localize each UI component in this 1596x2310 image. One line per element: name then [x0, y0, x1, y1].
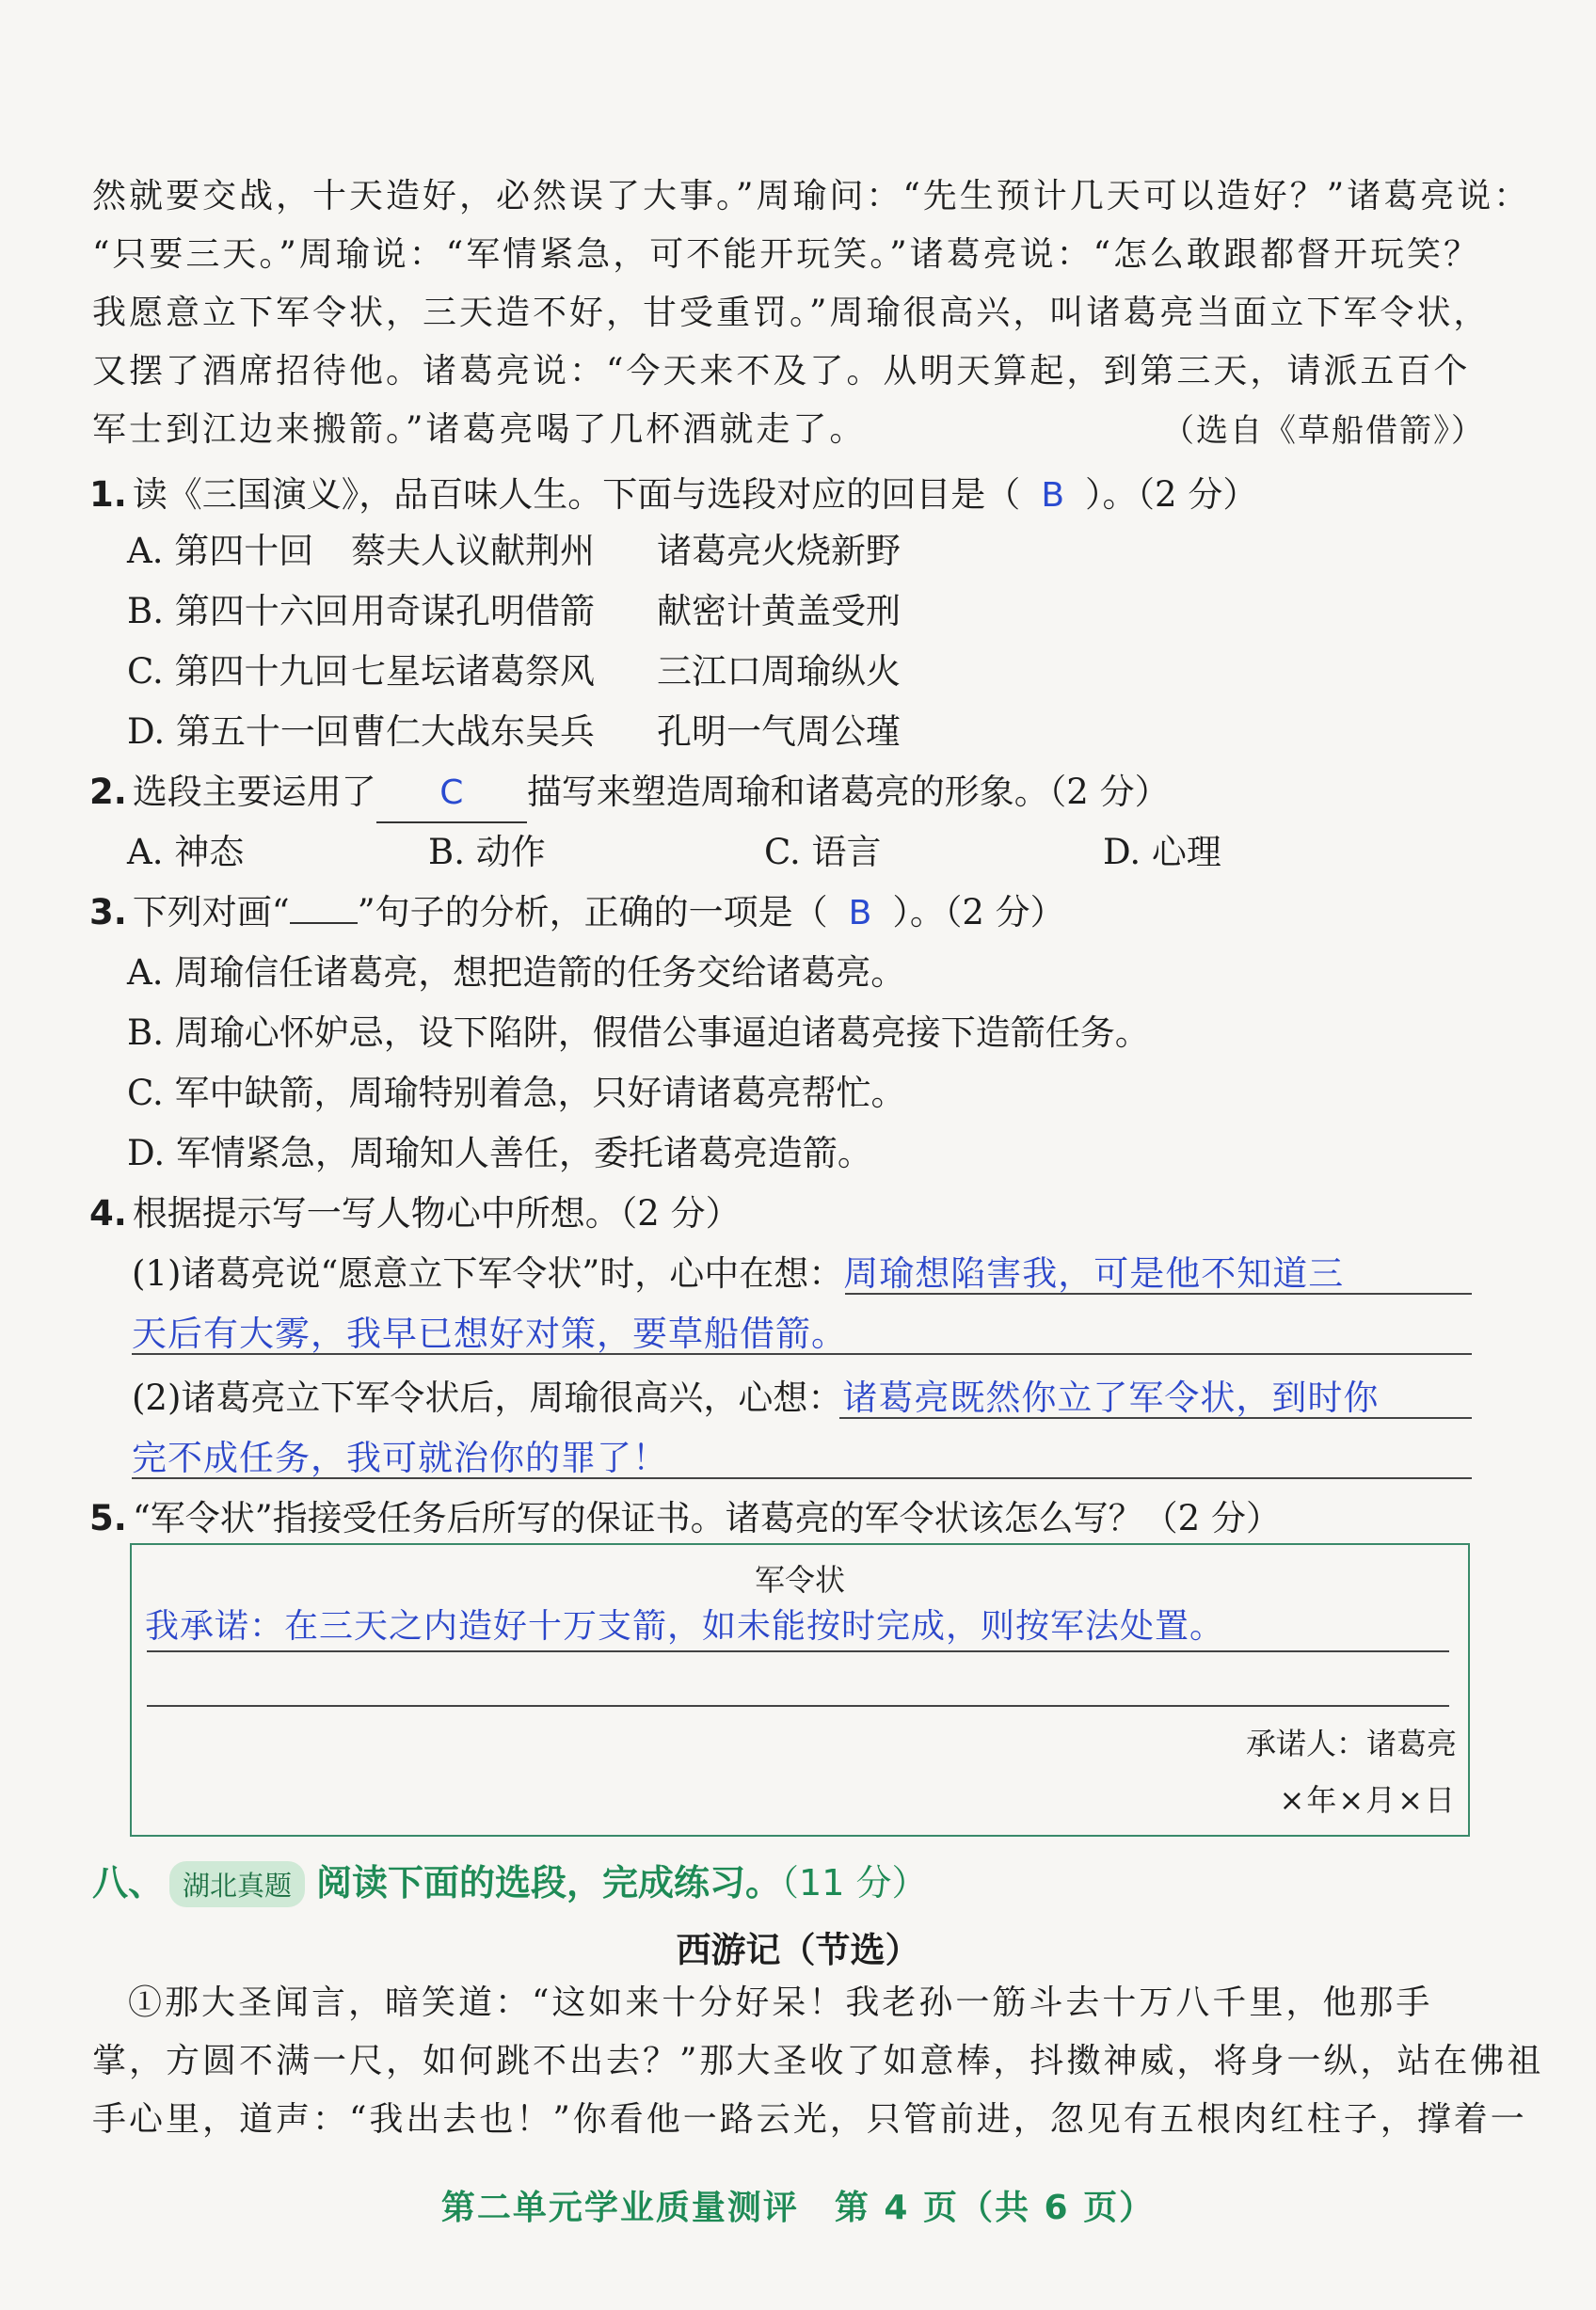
handwritten-answer: 诸葛亮既然你立了军令状，到时你 [842, 1378, 1380, 1418]
section-heading [92, 1854, 927, 1907]
question-number: 1. [89, 474, 127, 515]
passage-line: 我愿意立下军令状，三天造不好，甘受重罚。”周瑜很高兴，叫诸葛亮当面立下军令状， [92, 294, 1491, 332]
option-d: D. 军情紧急，周瑜知人善任，委托诸葛亮造箭。 [127, 1133, 872, 1173]
question-number: 2. [89, 772, 127, 812]
sub-prompt: (2)诸葛亮立下军令状后，周瑜很高兴，心想： [132, 1378, 843, 1418]
handwritten-answer: 完不成任务，我可就治你的罪了！ [132, 1438, 668, 1478]
writing-line [845, 1293, 1472, 1295]
passage-line: 掌，方圆不满一尺，如何跳不出去？”那大圣收了如意棒，抖擞神威，将身一纵，站在佛祖 [92, 2042, 1544, 2080]
handwritten-answer: 我承诺：在三天之内造好十万支箭，如未能按时完成，则按军法处置。 [145, 1607, 1225, 1646]
question-1 [89, 467, 1257, 524]
passage-line: 军士到江边来搬箭。”诸葛亮喝了几杯酒就走了。 [92, 410, 867, 449]
source-badge: 湖北真题 [169, 1861, 305, 1907]
writing-line [147, 1705, 1449, 1707]
option-c: C. 语言 [764, 832, 882, 872]
passage-source: （选自《草船借箭》） [1162, 412, 1485, 450]
question-text: 根据提示写一写人物心中所想。（2 分） [132, 1193, 741, 1234]
option-b: B. 周瑜心怀妒忌，设下陷阱，假借公事逼迫诸葛亮接下造箭任务。 [127, 1012, 1150, 1053]
military-order-box [130, 1543, 1470, 1837]
passage-title: 西游记（节选） [676, 1930, 920, 1970]
passage-xiyouji [92, 1974, 1544, 2149]
question-4 [89, 1186, 741, 1242]
option-b: B. 动作 [428, 832, 546, 872]
question-text: 选段主要运用了 [132, 772, 376, 812]
section-points: （11 分） [781, 1862, 928, 1904]
order-title: 军令状 [754, 1562, 845, 1598]
question-text: 读《三国演义》，品百味人生。下面与选段对应的回目是（ [132, 474, 1021, 515]
date-label: ×年×月×日 [1279, 1782, 1457, 1818]
writing-line [132, 1477, 1472, 1479]
option-a: A. 第四十回 蔡夫人议献荆州 诸葛亮火烧新野 [127, 531, 901, 571]
answer-mark: B [848, 894, 872, 932]
underline-sample [290, 922, 358, 924]
handwritten-answer: 周瑜想陷害我，可是他不知道三 [843, 1253, 1345, 1294]
answer-blank [376, 764, 527, 823]
writing-line [147, 1650, 1449, 1652]
page-footer: 第二单元学业质量测评 第 4 页（共 6 页） [440, 2189, 1156, 2227]
option-d: D. 心理 [1103, 832, 1221, 872]
section-title: 阅读下面的选段，完成练习。 [316, 1862, 782, 1904]
handwritten-answer: 天后有大雾，我早已想好对策，要草船借箭。 [132, 1314, 847, 1354]
option-c: C. 第四十九回七星坛诸葛祭风 三江口周瑜纵火 [127, 651, 901, 692]
question-text-tail: 描写来塑造周瑜和诸葛亮的形象。（2 分） [526, 772, 1170, 812]
question-text-mid: ”句子的分析，正确的一项是（ [357, 892, 828, 932]
writing-line [132, 1353, 1472, 1355]
option-b: B. 第四十六回用奇谋孔明借箭 献密计黄盖受刑 [127, 591, 901, 631]
passage-line: 又摆了酒席招待他。诸葛亮说：“今天来不及了。从明天算起，到第三天，请派五百个 [92, 352, 1471, 390]
question-text: “军令状”指接受任务后所写的保证书。诸葛亮的军令状该怎么写？（2 分） [132, 1498, 1281, 1538]
question-points: ）。（2 分） [892, 892, 1065, 932]
writing-line [839, 1417, 1472, 1419]
passage-line: ①那大圣闻言，暗笑道：“这如来十分好呆！我老孙一筋斗去十万八千里，他那手 [128, 1983, 1433, 2022]
question-3 [89, 884, 1065, 942]
option-c: C. 军中缺箭，周瑜特别着急，只好请诸葛亮帮忙。 [127, 1073, 906, 1113]
passage-line: 然就要交战，十天造好，必然误了大事。”周瑜问：“先生预计几天可以造好？”诸葛亮说： [92, 177, 1531, 215]
option-d: D. 第五十一回曹仁大战东吴兵 孔明一气周公瑾 [127, 711, 901, 752]
question-5 [89, 1490, 1281, 1547]
sub-prompt: (1)诸葛亮说“愿意立下军令状”时，心中在想： [132, 1253, 844, 1294]
passage-line: “只要三天。”周瑜说：“军情紧急，可不能开玩笑。”诸葛亮说：“怎么敢跟都督开玩笑？ [92, 235, 1481, 274]
option-a: A. 周瑜信任诸葛亮，想把造箭的任务交给诸葛亮。 [127, 952, 906, 993]
passage-line: 手心里，道声：“我出去也！”你看他一路云光，只管前进，忽见有五根肉红柱子，撑着一 [92, 2100, 1527, 2139]
answer-mark: B [1041, 476, 1065, 515]
signer-label: 承诺人：诸葛亮 [1245, 1726, 1457, 1761]
question-number: 5. [89, 1498, 127, 1538]
question-number: 3. [89, 892, 127, 932]
section-number: 八、 [92, 1862, 165, 1904]
option-a: A. 神态 [127, 832, 245, 872]
answer-mark: C [439, 773, 464, 812]
question-text: 下列对画“ [132, 892, 290, 932]
question-number: 4. [89, 1193, 127, 1234]
question-2 [89, 764, 1170, 823]
question-points: ）。（2 分） [1085, 474, 1258, 515]
